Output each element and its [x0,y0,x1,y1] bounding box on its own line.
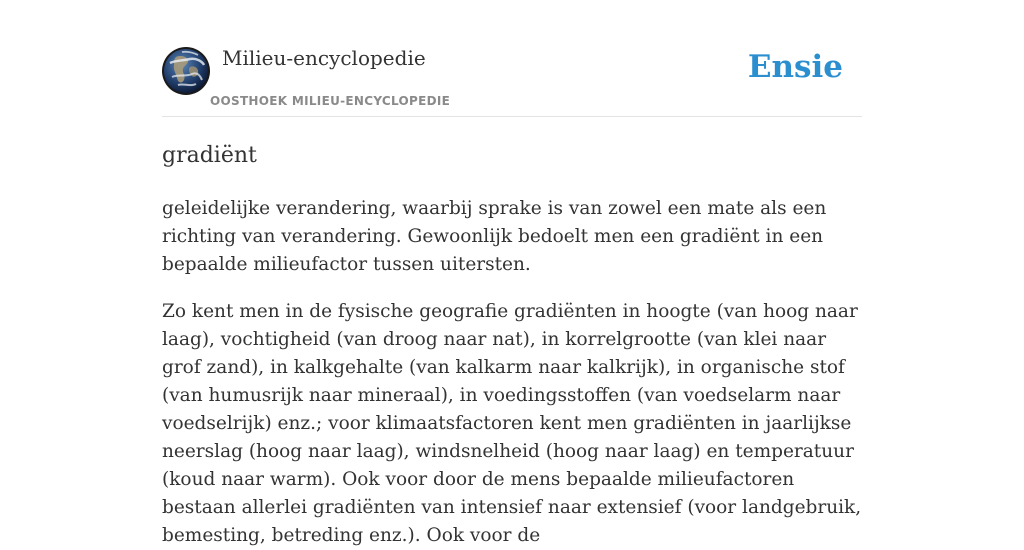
article-paragraph: geleidelijke verandering, waarbij sprake is van zowel een mate als een richting van verandering. Gewoonlijk bedoelt men een gradiënt in een bepaalde milieufactor tussen uitersten. [162,198,827,275]
site-title[interactable]: Milieu-encyclopedie [222,46,426,70]
article-paragraph: Zo kent men in de fysische geografie gradiënten in hoogte (van hoog naar laag), vochtigheid (van droog naar nat), in korrelgrootte (van klei naar grof zand), in kalkgehalte (van kalkarm naar kalkrijk), in organische stof (van humusrijk naar mineraal), in voedingsstoffen (van voedselarm naar voedselrijk) enz.; voor klimaatsfactoren kent men gradiënten in jaarlijkse neerslag (hoog naar laag), windsnelheid (hoog naar laag) en temperatuur (koud naar warm). Ook voor door de mens bepaalde milieufactoren bestaan allerlei gradiënten van intensief naar extensief (voor landgebruik, bemesting, betreding enz.). Ook voor de [162,301,862,546]
earth-globe-icon[interactable] [162,47,210,95]
page [162,0,862,550]
article-term: gradiënt [162,143,257,168]
site-subtitle[interactable]: OOSTHOEK MILIEU-ENCYCLOPEDIE [210,94,451,108]
site-header [162,0,862,117]
article [162,141,862,550]
ensie-brand-logo[interactable]: Ensie [747,49,843,85]
